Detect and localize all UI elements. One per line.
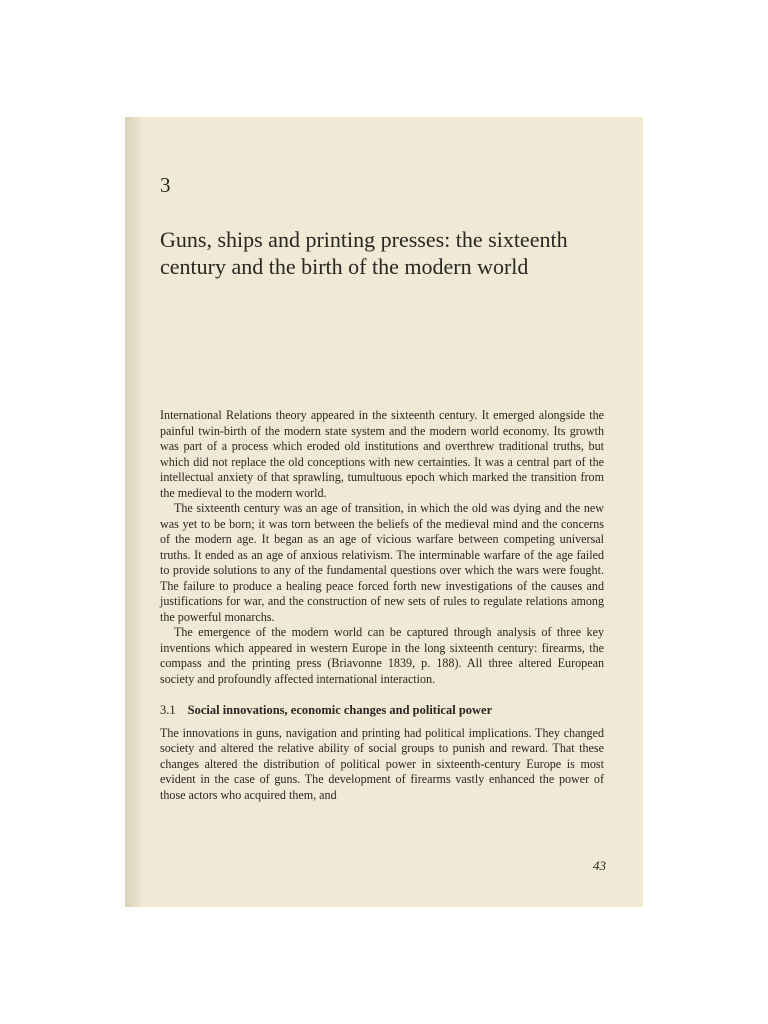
paragraph-2: The sixteenth century was an age of transition, in which the old was dying and the new was yet to be born; it was torn between the beliefs of the medieval mind and the concerns of the modern age. It began as an age of vicious warfare between competing universal truths. It ended as an age of anxious relativism. The interminable warfare of the age failed to provide solutions to any of the fundamental questions over which the wars were fought. The failure to produce a healing peace forced forth new investigations of the causes and justifications for war, and the construction of new sets of rules to regulate relations among the powerful monarchs. bbox=[160, 501, 604, 624]
chapter-number: 3 bbox=[160, 173, 171, 197]
section-title: Social innovations, economic changes and political power bbox=[187, 703, 493, 717]
page-number: 43 bbox=[593, 858, 606, 873]
section-number: 3.1 bbox=[160, 703, 176, 717]
section-paragraph: The innovations in guns, navigation and printing had political implications. They changed society and altered the relative ability of social groups to punish and reward. That these changes altered the distribution of political power in sixteenth-century Europe is most evident in the case of guns. The development of firearms vastly enhanced the power of those actors who acquired them, and bbox=[160, 725, 604, 802]
paragraph-3: The emergence of the modern world can be captured through analysis of three key inventions which appeared in western Europe in the long sixteenth century: firearms, the compass and the printing press (Briavonne 1839, p. 188). All three altered European society and profoundly affected international interaction. bbox=[160, 625, 604, 686]
page-gutter-shadow bbox=[125, 117, 145, 907]
chapter-title: Guns, ships and printing presses: the sixteenth century and the birth of the modern world bbox=[160, 227, 568, 279]
section-heading bbox=[160, 703, 604, 719]
book-page bbox=[125, 117, 643, 907]
body-text bbox=[160, 408, 604, 803]
paragraph-1: International Relations theory appeared in the sixteenth century. It emerged alongside the painful twin-birth of the modern state system and the modern world economy. Its growth was part of a process which eroded old institutions and overthrew traditional truths, but which did not replace the old conceptions with new certainties. It was a central part of the intellectual anxiety of that sprawling, tumultuous epoch which marked the transition from the medieval to the modern world. bbox=[160, 408, 604, 500]
